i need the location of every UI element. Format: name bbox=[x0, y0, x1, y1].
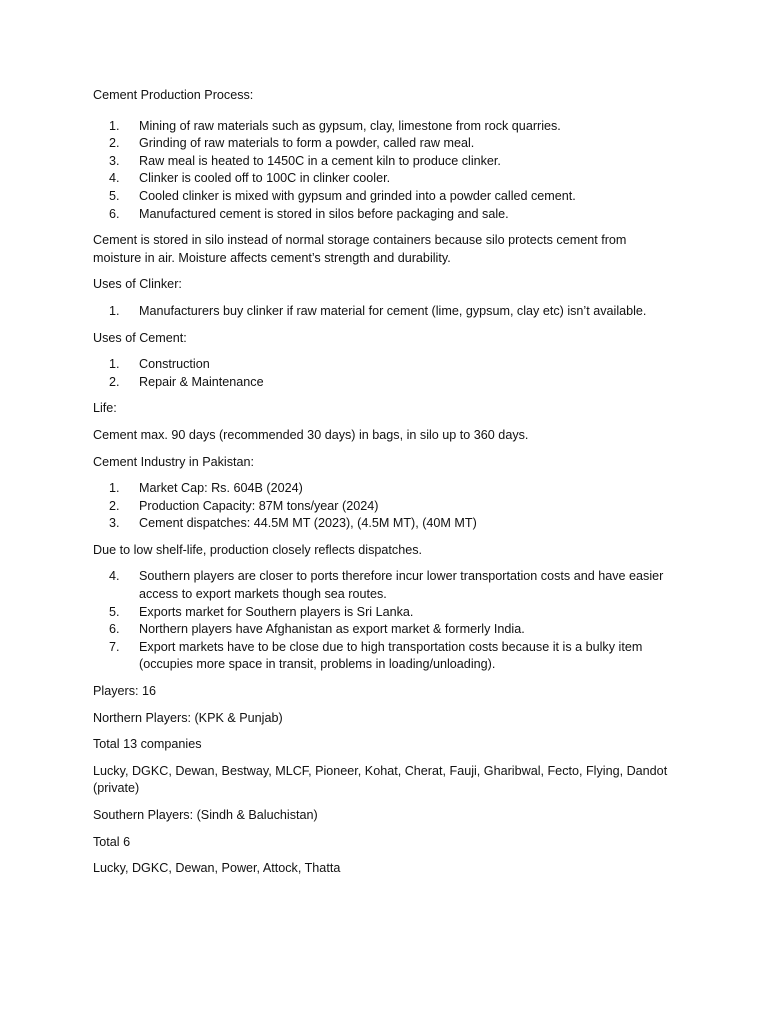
list-item bbox=[93, 118, 675, 136]
heading-production-process: Cement Production Process: bbox=[93, 88, 254, 102]
list-item bbox=[93, 153, 675, 171]
list-item-text: Manufacturers buy clinker if raw material for cement (lime, gypsum, clay etc) isn’t available. bbox=[139, 303, 647, 318]
list-item-text: Exports market for Southern players is Sri Lanka. bbox=[139, 604, 414, 619]
list-item-text: Mining of raw materials such as gypsum, clay, limestone from rock quarries. bbox=[139, 118, 561, 133]
southern-total: Total 6 bbox=[93, 834, 131, 849]
list-item-text: Manufactured cement is stored in silos before packaging and sale. bbox=[139, 206, 509, 221]
cement-uses-list bbox=[93, 356, 675, 391]
list-item-number: 5. bbox=[109, 604, 120, 619]
list-item-text: Grinding of raw materials to form a powder, called raw meal. bbox=[139, 136, 475, 151]
list-item-number: 1. bbox=[109, 303, 120, 318]
list-item-number: 1. bbox=[109, 357, 120, 372]
list-item-number: 2. bbox=[109, 374, 120, 389]
heading-life: Life: bbox=[93, 401, 117, 416]
list-item-text: Export markets have to be close due to high transportation costs because it is a bulky item (occupies more space in transit, problems in loading/unloading). bbox=[139, 639, 643, 672]
list-item bbox=[93, 303, 675, 321]
list-item-text: Construction bbox=[139, 357, 210, 372]
list-item bbox=[93, 604, 675, 622]
list-item-number: 5. bbox=[109, 188, 120, 203]
list-item-number: 6. bbox=[109, 206, 120, 221]
southern-players-list: Lucky, DGKC, Dewan, Power, Attock, Thatta bbox=[93, 861, 341, 876]
list-item-number: 2. bbox=[109, 498, 120, 513]
shelf-life-note: Due to low shelf-life, production closely reflects dispatches. bbox=[93, 542, 422, 557]
list-item-number: 6. bbox=[109, 622, 120, 637]
heading-cement-industry: Cement Industry in Pakistan: bbox=[93, 454, 254, 469]
list-item bbox=[93, 170, 675, 188]
silo-note: Cement is stored in silo instead of normal storage containers because silo protects cement from moisture in air. Moisture affects cement’s strength and durability. bbox=[93, 233, 627, 265]
list-item bbox=[93, 498, 675, 516]
southern-players-heading: Southern Players: (Sindh & Baluchistan) bbox=[93, 808, 318, 822]
list-item bbox=[93, 188, 675, 206]
list-item bbox=[93, 621, 675, 639]
list-item-number: 1. bbox=[109, 118, 120, 133]
list-item-text: Production Capacity: 87M tons/year (2024) bbox=[139, 498, 379, 513]
list-item-text: Raw meal is heated to 1450C in a cement kiln to produce clinker. bbox=[139, 153, 501, 168]
list-item-text: Cement dispatches: 44.5M MT (2023), (4.5M MT), (40M MT) bbox=[139, 516, 477, 531]
list-item-text: Southern players are closer to ports therefore incur lower transportation costs and have easier access to export markets though sea routes. bbox=[139, 569, 664, 602]
list-item-number: 7. bbox=[109, 639, 120, 654]
list-item-number: 3. bbox=[109, 153, 120, 168]
list-item bbox=[93, 374, 675, 392]
list-item-text: Cooled clinker is mixed with gypsum and grinded into a powder called cement. bbox=[139, 188, 576, 203]
list-item-number: 4. bbox=[109, 171, 120, 186]
list-item bbox=[93, 206, 675, 224]
list-item-text: Repair & Maintenance bbox=[139, 374, 264, 389]
list-item bbox=[93, 515, 675, 533]
list-item-text: Northern players have Afghanistan as export market & formerly India. bbox=[139, 622, 525, 637]
list-item bbox=[93, 135, 675, 153]
players-count: Players: 16 bbox=[93, 684, 156, 699]
list-item-text: Market Cap: Rs. 604B (2024) bbox=[139, 481, 303, 496]
list-item-number: 3. bbox=[109, 516, 120, 531]
list-item bbox=[93, 356, 675, 374]
list-item-number: 1. bbox=[109, 481, 120, 496]
list-item bbox=[93, 639, 675, 674]
clinker-uses-list bbox=[93, 303, 675, 321]
northern-total: Total 13 companies bbox=[93, 737, 202, 752]
industry-list-continued bbox=[93, 568, 675, 674]
industry-list bbox=[93, 480, 675, 533]
list-item-number: 4. bbox=[109, 569, 120, 584]
northern-players-list: Lucky, DGKC, Dewan, Bestway, MLCF, Pioneer, Kohat, Cherat, Fauji, Gharibwal, Fecto, Flying, Dandot (private) bbox=[93, 763, 668, 796]
heading-uses-of-cement: Uses of Cement: bbox=[93, 330, 187, 345]
life-text: Cement max. 90 days (recommended 30 days) in bags, in silo up to 360 days. bbox=[93, 427, 529, 442]
list-item bbox=[93, 480, 675, 498]
list-item-number: 2. bbox=[109, 136, 120, 151]
list-item-text: Clinker is cooled off to 100C in clinker cooler. bbox=[139, 171, 391, 186]
process-steps-list bbox=[93, 118, 675, 224]
heading-uses-of-clinker: Uses of Clinker: bbox=[93, 277, 182, 292]
northern-players-heading: Northern Players: (KPK & Punjab) bbox=[93, 710, 283, 725]
list-item bbox=[93, 568, 675, 603]
